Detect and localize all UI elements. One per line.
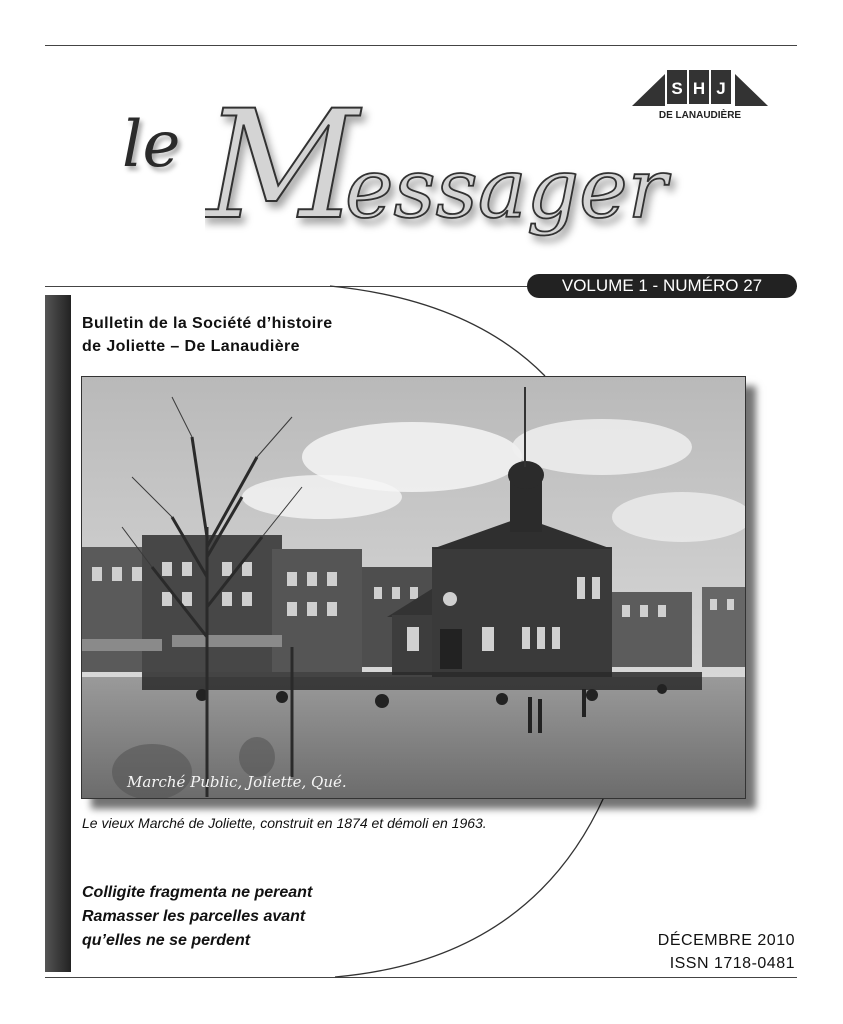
motto-line-2: Ramasser les parcelles avant (82, 908, 306, 925)
motto-line-1: Colligite fragmenta ne pereant (82, 884, 313, 901)
title-le: le (122, 108, 181, 182)
title-rest: essager (345, 142, 667, 237)
bulletin-subtitle (82, 312, 333, 358)
issue-info (650, 929, 795, 975)
top-rule (45, 45, 797, 46)
motto-line-3: qu’elles ne se perdent (82, 932, 251, 949)
bottom-rule (45, 977, 797, 978)
issue-date: DÉCEMBRE 2010 (657, 932, 795, 949)
logo-letter-s: S (671, 79, 683, 98)
logo-letter-j: J (716, 79, 726, 98)
photo-caption: Le vieux Marché de Joliette, construit en 1874 et démoli en 1963. (82, 815, 487, 831)
volume-badge: VOLUME 1 - NUMÉRO 27 (527, 274, 797, 298)
motto (82, 881, 312, 953)
subtitle-line-1: Bulletin de la Société d’histoire (82, 315, 333, 332)
photo-inscription: Marché Public, Joliette, Qué. (127, 773, 347, 791)
logo-subtitle: DE LANAUDIÈRE (658, 110, 742, 121)
market-photo-illustration (82, 377, 745, 798)
title-initial-m: M (205, 92, 359, 252)
cover-photo (81, 376, 746, 799)
left-accent-bar (45, 295, 71, 972)
issn: ISSN 1718-0481 (669, 955, 795, 972)
title-messager (205, 92, 705, 252)
subtitle-line-2: de Joliette – De Lanaudière (82, 338, 300, 355)
logo-letter-h: H (692, 79, 706, 98)
